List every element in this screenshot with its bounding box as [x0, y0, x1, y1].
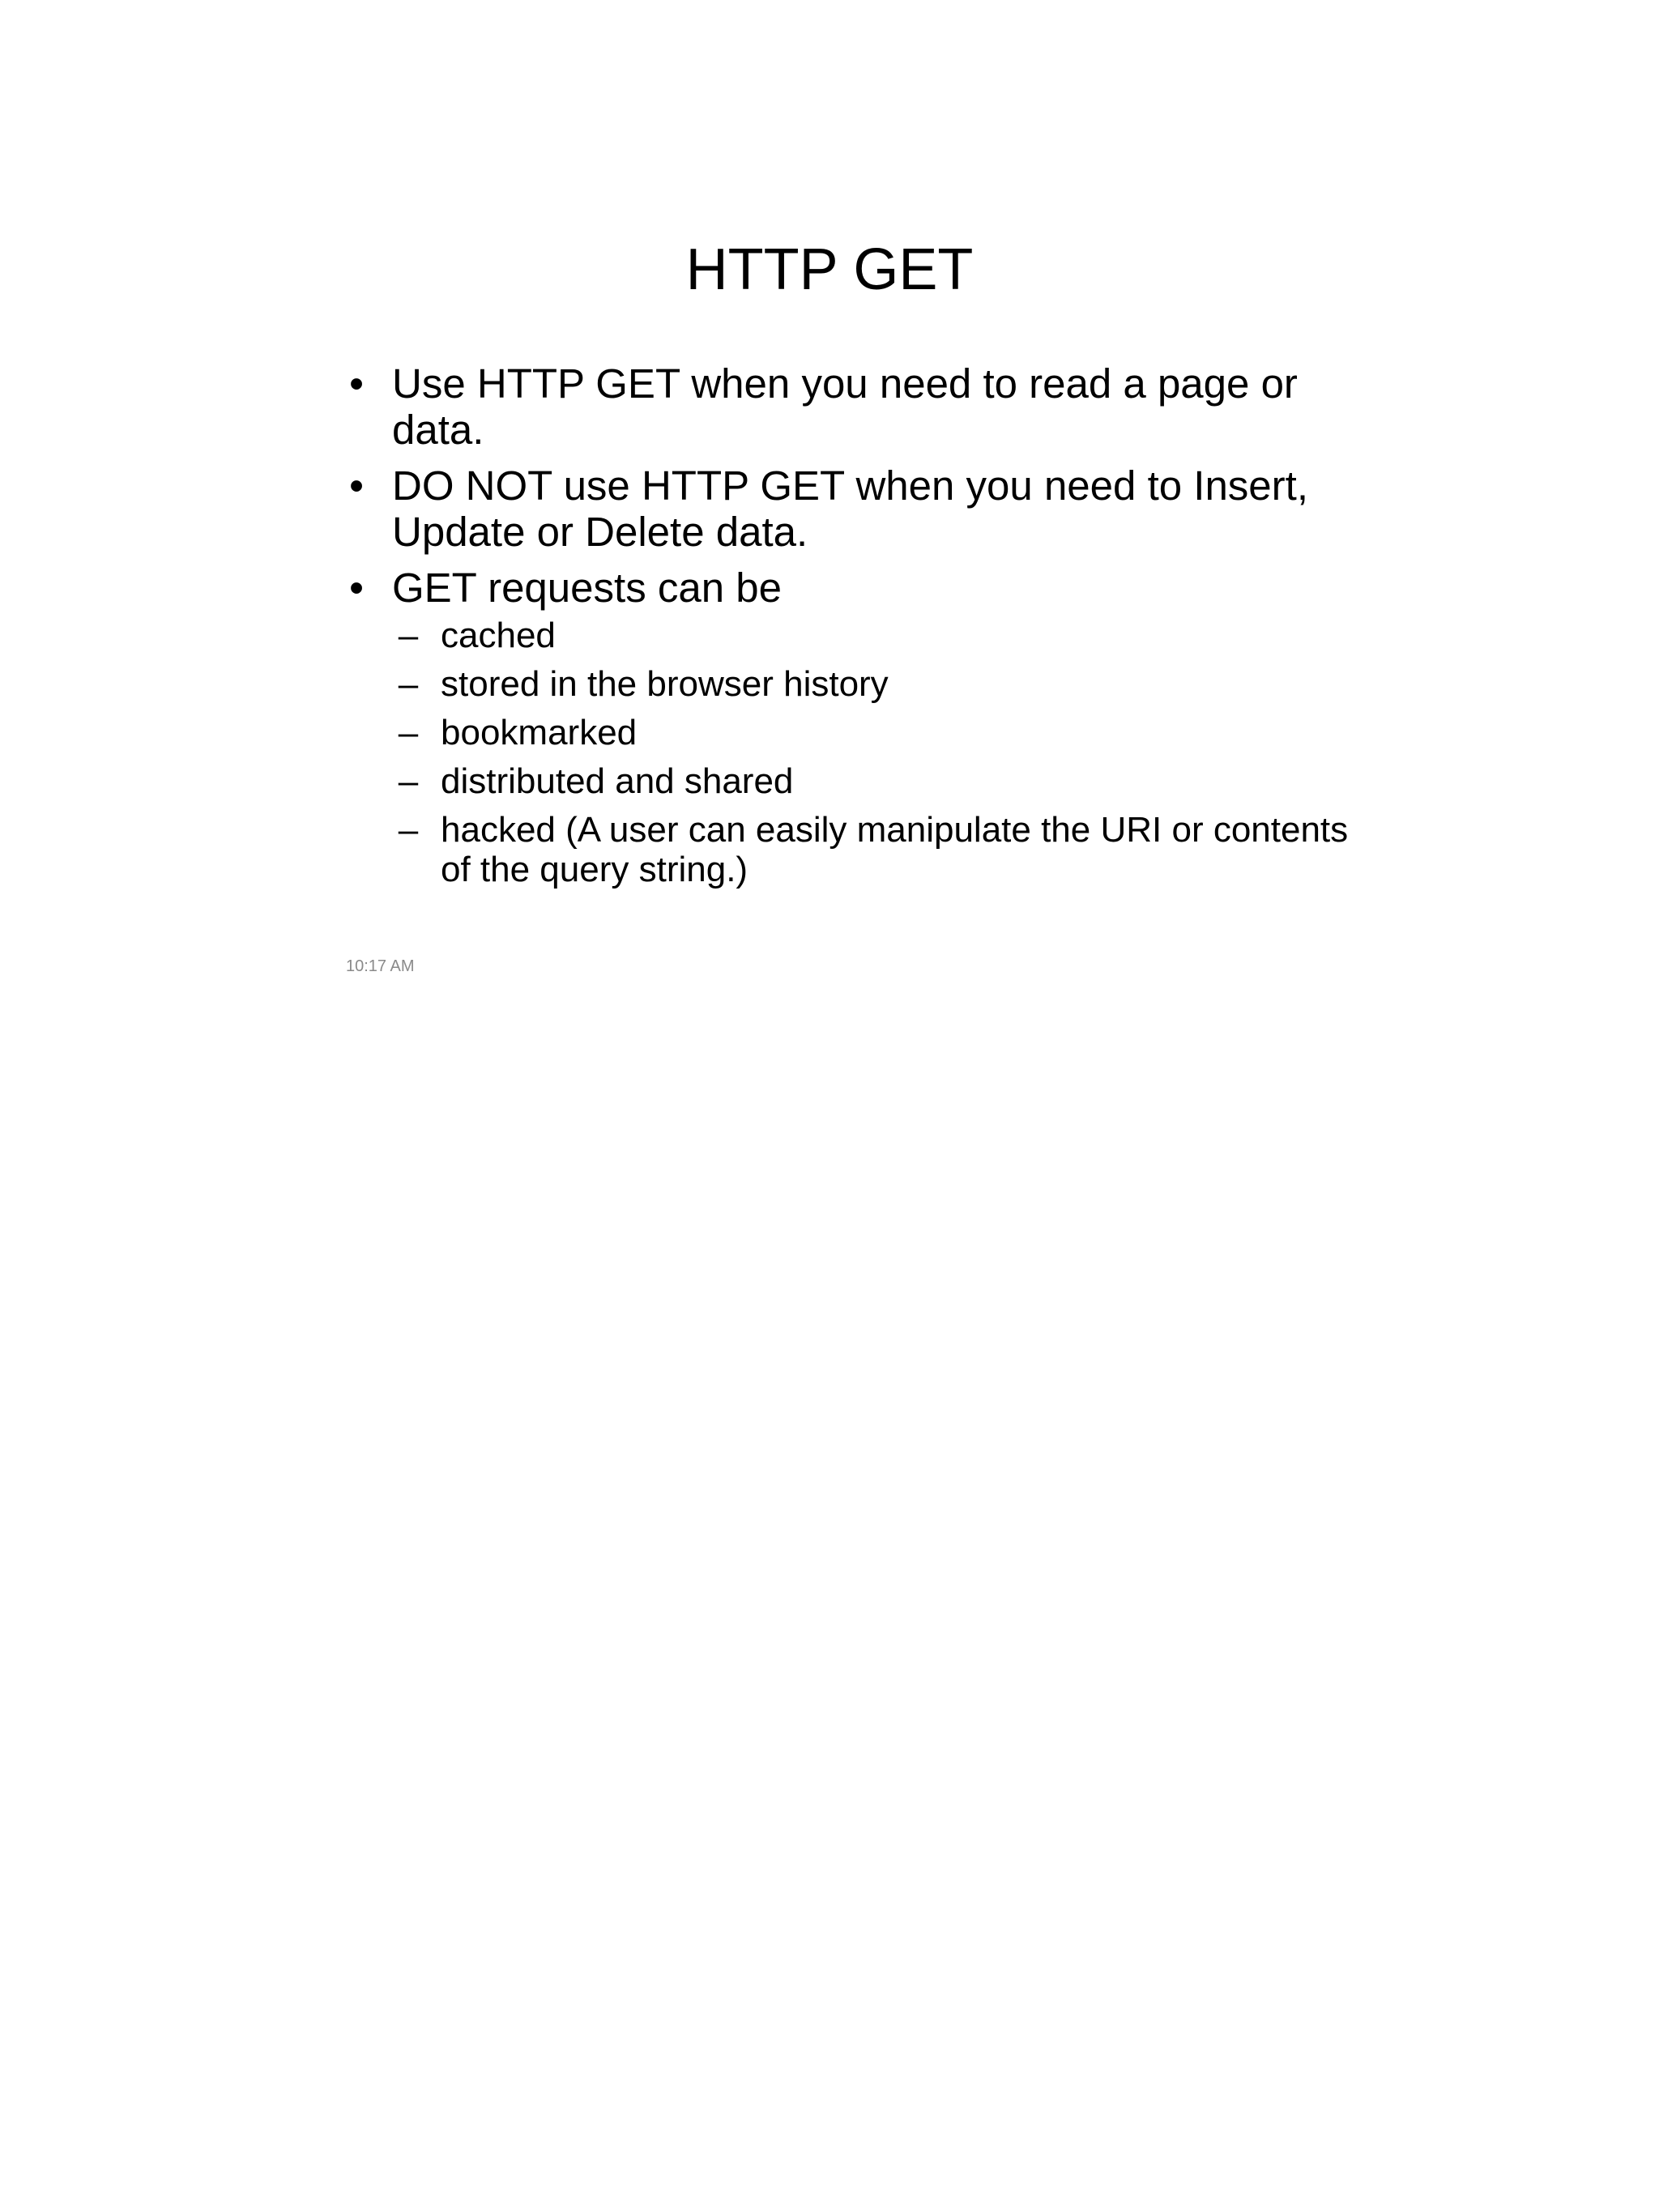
sub-bullet-marker: – [398, 761, 419, 801]
sub-bullet-list [392, 616, 1361, 889]
sub-bullet-text: distributed and shared [441, 761, 794, 801]
sub-bullet-item [392, 810, 1361, 889]
sub-bullet-text: hacked (A user can easily manipulate the URI or contents of the query string.) [441, 810, 1349, 889]
timestamp: 10:17 AM [346, 957, 415, 975]
sub-bullet-marker: – [398, 664, 419, 704]
bullet-text: Use HTTP GET when you need to read a page or data. [392, 360, 1298, 453]
bullet-marker: • [349, 360, 364, 407]
sub-bullet-item [392, 664, 1361, 704]
sub-bullet-text: bookmarked [441, 713, 638, 752]
bullet-text: GET requests can be [392, 565, 782, 611]
sub-bullet-item [392, 616, 1361, 655]
slide-title: HTTP GET [685, 237, 974, 302]
bullet-marker: • [349, 565, 364, 611]
sub-bullet-marker: – [398, 713, 419, 752]
sub-bullet-marker: – [398, 616, 419, 655]
sub-bullet-item [392, 761, 1361, 801]
bullet-text: DO NOT use HTTP GET when you need to Insert, Update or Delete data. [392, 462, 1308, 555]
sub-bullet-text: cached [441, 616, 556, 655]
bullet-item [340, 565, 1361, 889]
sub-bullet-marker: – [398, 810, 419, 850]
bullet-item [340, 360, 1361, 453]
bullet-marker: • [349, 462, 364, 509]
bullet-item [340, 462, 1361, 555]
sub-bullet-item [392, 713, 1361, 752]
bullet-list [340, 360, 1361, 899]
sub-bullet-text: stored in the browser history [441, 664, 889, 704]
